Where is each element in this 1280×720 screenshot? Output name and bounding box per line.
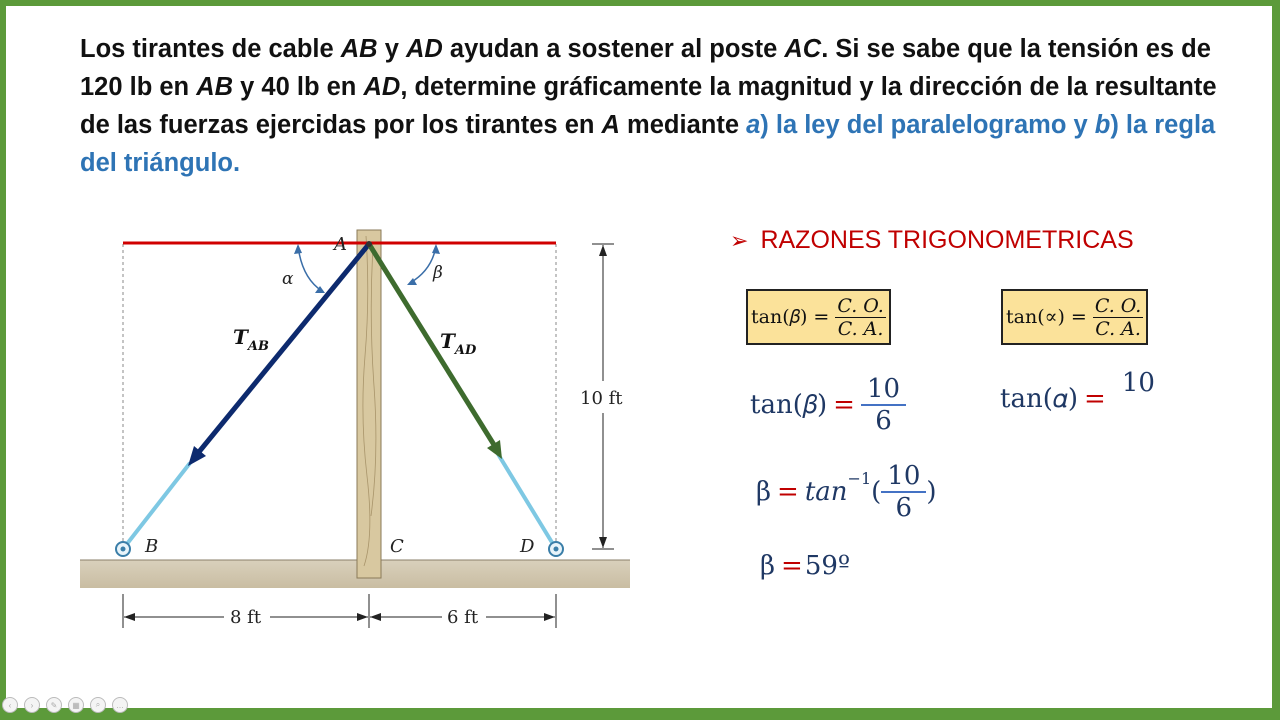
problem-text-part: . Si se sabe que la tensión es de 120 lb en <box>80 35 1211 101</box>
eq3-den: 6 <box>895 493 913 523</box>
problem-statement <box>80 30 1250 182</box>
anchor-b-center <box>121 547 126 552</box>
eq3-fn: tan <box>804 477 848 507</box>
box-beta-num: C. O. <box>837 294 884 317</box>
dim-height-arrow-up <box>599 245 607 256</box>
equation-beta-value <box>760 551 850 581</box>
problem-text-part: mediante <box>619 111 747 139</box>
section-heading <box>730 226 1134 255</box>
eq2-num: 10 <box>1121 368 1155 398</box>
problem-text-part: AB <box>340 35 378 63</box>
pen-icon[interactable]: ✎ <box>46 697 62 713</box>
eq4-lhs: β <box>760 551 776 581</box>
label-tab: $T_{AB}$ <box>233 325 269 354</box>
dim-left-arrow-l <box>124 613 135 621</box>
eq4-value: 59º <box>804 551 851 581</box>
problem-text-part: AD <box>405 35 443 63</box>
cable-diagram <box>66 216 646 636</box>
eq1-lhs: tan(𝛽) <box>750 389 828 420</box>
dim-left-label: 8 ft <box>230 607 262 628</box>
label-d: D <box>520 536 535 557</box>
problem-text-part: ) la ley del paralelogramo y <box>760 111 1095 139</box>
label-a: A <box>334 234 347 255</box>
post <box>357 230 381 578</box>
problem-text-part: , determine gráficamente la magnitud y la dirección de la resultante de las fuerzas ejercidas por los tirantes en <box>80 73 1217 139</box>
slideshow-toolbar <box>2 697 128 713</box>
section-title: RAZONES TRIGONOMETRICAS <box>760 226 1134 254</box>
eq3-equals: = <box>777 477 799 507</box>
previous-slide-icon[interactable]: ‹ <box>2 697 18 713</box>
box-beta-den: C. A. <box>837 317 884 340</box>
more-options-icon[interactable]: … <box>112 697 128 713</box>
cable-ad-light <box>498 454 556 549</box>
eq2-lhs: tan(𝛼) <box>1000 384 1079 414</box>
angle-beta-arrow-top <box>432 244 440 254</box>
label-b: B <box>145 536 159 557</box>
problem-text-part: a <box>746 111 761 139</box>
zoom-icon[interactable]: ⌕ <box>90 697 106 713</box>
box-beta-lhs: tan(𝛽) = <box>751 306 830 328</box>
dim-right-label: 6 ft <box>447 607 479 628</box>
problem-text-part: ayudan a sostener al poste <box>442 35 785 63</box>
dim-right-arrow-l <box>370 613 381 621</box>
equation-beta-arctan <box>756 461 937 523</box>
slide <box>6 6 1272 708</box>
dim-right-arrow-r <box>544 613 555 621</box>
eq3-open: ( <box>871 477 882 507</box>
anchor-d-center <box>554 547 559 552</box>
box-alpha-den: C. A. <box>1095 317 1141 340</box>
label-tad: $T_{AD}$ <box>440 329 477 358</box>
eq1-num: 10 <box>861 374 906 406</box>
problem-text-part: AB <box>196 73 234 101</box>
box-alpha-lhs: tan(∝) = <box>1006 306 1087 328</box>
equation-tan-alpha <box>1000 368 1155 415</box>
slides-overview-icon[interactable]: ▦ <box>68 697 84 713</box>
eq1-den: 6 <box>875 406 892 436</box>
dim-left-arrow-r <box>357 613 368 621</box>
problem-text-part: ) la regla del triángulo. <box>80 111 1216 177</box>
eq3-sup: −1 <box>847 469 872 488</box>
problem-text-part: AC <box>784 35 822 63</box>
dim-height-arrow-down <box>599 537 607 548</box>
eq4-equals: = <box>781 551 803 581</box>
arrowhead-bullet-icon: ➢ <box>730 227 749 253</box>
dim-height-label: 10 ft <box>580 388 623 409</box>
problem-text-part: b <box>1094 111 1111 139</box>
box-alpha-num: C. O. <box>1094 294 1142 317</box>
problem-text-part: AD <box>363 73 401 101</box>
eq1-equals: = <box>833 390 855 420</box>
problem-text-part: Los tirantes de cable <box>80 35 341 63</box>
formula-box-tan-alpha <box>1001 289 1148 345</box>
angle-alpha-arrow-top <box>294 244 302 254</box>
problem-text-part: y 40 lb en <box>233 73 364 101</box>
next-slide-icon[interactable]: › <box>24 697 40 713</box>
problem-text-part: A <box>601 111 620 139</box>
label-alpha: α <box>282 269 294 289</box>
eq3-lhs: β <box>756 477 772 507</box>
eq2-equals: = <box>1084 384 1106 414</box>
eq3-close: ) <box>926 477 937 507</box>
pin-a <box>366 241 372 247</box>
ground <box>80 560 630 588</box>
label-c: C <box>390 536 404 557</box>
problem-text-part: y <box>377 35 406 63</box>
label-beta: β <box>433 263 443 283</box>
formula-box-tan-beta <box>746 289 891 345</box>
eq3-num: 10 <box>881 461 926 493</box>
equation-tan-beta <box>750 374 906 436</box>
